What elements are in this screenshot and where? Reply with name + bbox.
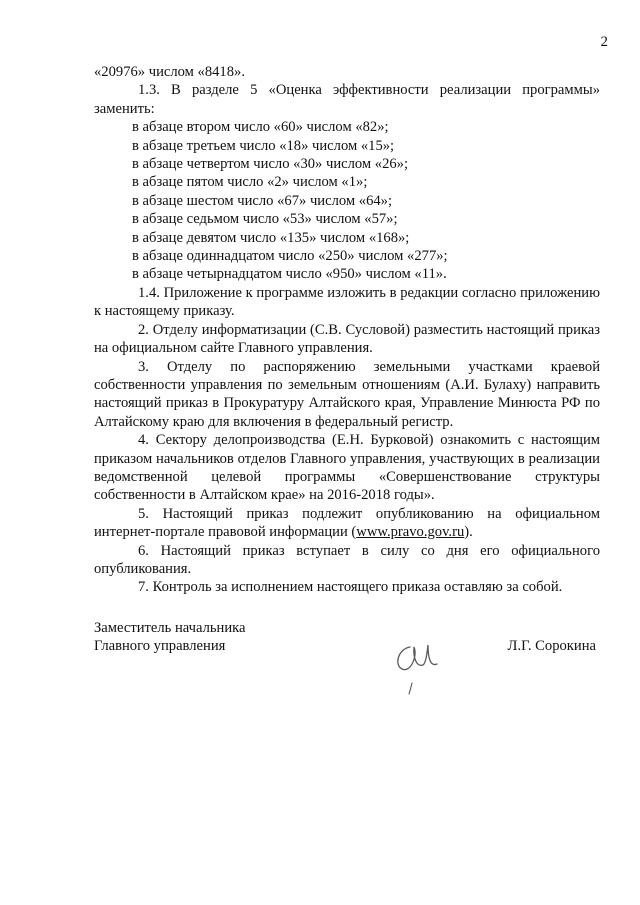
replacement-item: в абзаце шестом число «67» числом «64»; [132,192,393,209]
replacement-item: в абзаце девятом число «135» числом «168»; [132,229,410,246]
signer-position-line-1: Заместитель начальника [94,620,246,636]
replacement-item: в абзаце пятом число «2» числом «1»; [132,174,368,191]
paragraph-4: 4. Сектору делопроизводства (Е.Н. Бурковой) ознакомить с настоящим приказом начальников отделов Главного управления, участвующих в реализации ведомственной целевой программы «Совершенствование структуры собственности в Алтайском крае» на 2016-2018 годы». [94,432,600,504]
replacement-item: в абзаце третьем число «18» числом «15»; [132,137,395,154]
paragraph-6: 6. Настоящий приказ вступает в силу со дня его официального опубликования. [94,542,600,577]
paragraph-1-4: 1.4. Приложение к программе изложить в редакции согласно приложению к настоящему приказу. [94,284,600,320]
paragraph-5-text: 5. Настоящий приказ подлежит опубликованию на официальном интернет-портале правовой информации ( [94,505,600,541]
signer-position-line-2: Главного управления [94,638,226,655]
paragraph-5-end: ). [464,524,473,541]
replacement-item: в абзаце четвертом число «30» числом «26»; [132,156,409,173]
paragraph-continuation: «20976» числом «8418». [94,64,245,80]
replacement-item: в абзаце одиннадцатом число «250» числом «277»; [132,248,448,265]
handwritten-signature-mark [390,631,446,695]
paragraph-5 [94,505,600,542]
signature-block [94,619,600,699]
paragraph-3: 3. Отделу по распоряжению земельными участками краевой собственности управления по земельным отношениям (А.И. Булаху) направить настоящий приказ в Прокуратуру Алтайского края, Управление Минюста РФ по Алтайскому краю для включения в федеральный регистр. [94,358,600,430]
document-body [94,63,600,597]
replacement-item: в абзаце втором число «60» числом «82»; [132,119,389,136]
paragraph-1-3: 1.3. В разделе 5 «Оценка эффективности реализации программы» заменить: [94,82,600,117]
pravo-link[interactable]: www.pravo.gov.ru [356,524,465,541]
replacement-item: в абзаце четырнадцатом число «950» числом «11». [132,266,447,283]
page-number: 2 [600,34,608,50]
replacement-item: в абзаце седьмом число «53» числом «57»; [132,211,398,228]
paragraph-2: 2. Отделу информатизации (С.В. Сусловой) разместить настоящий приказ на официальном сайте Главного управления. [94,321,600,357]
signer-name: Л.Г. Сорокина [507,638,596,654]
signer-position [94,619,246,656]
paragraph-7: 7. Контроль за исполнением настоящего приказа оставляю за собой. [138,579,563,596]
